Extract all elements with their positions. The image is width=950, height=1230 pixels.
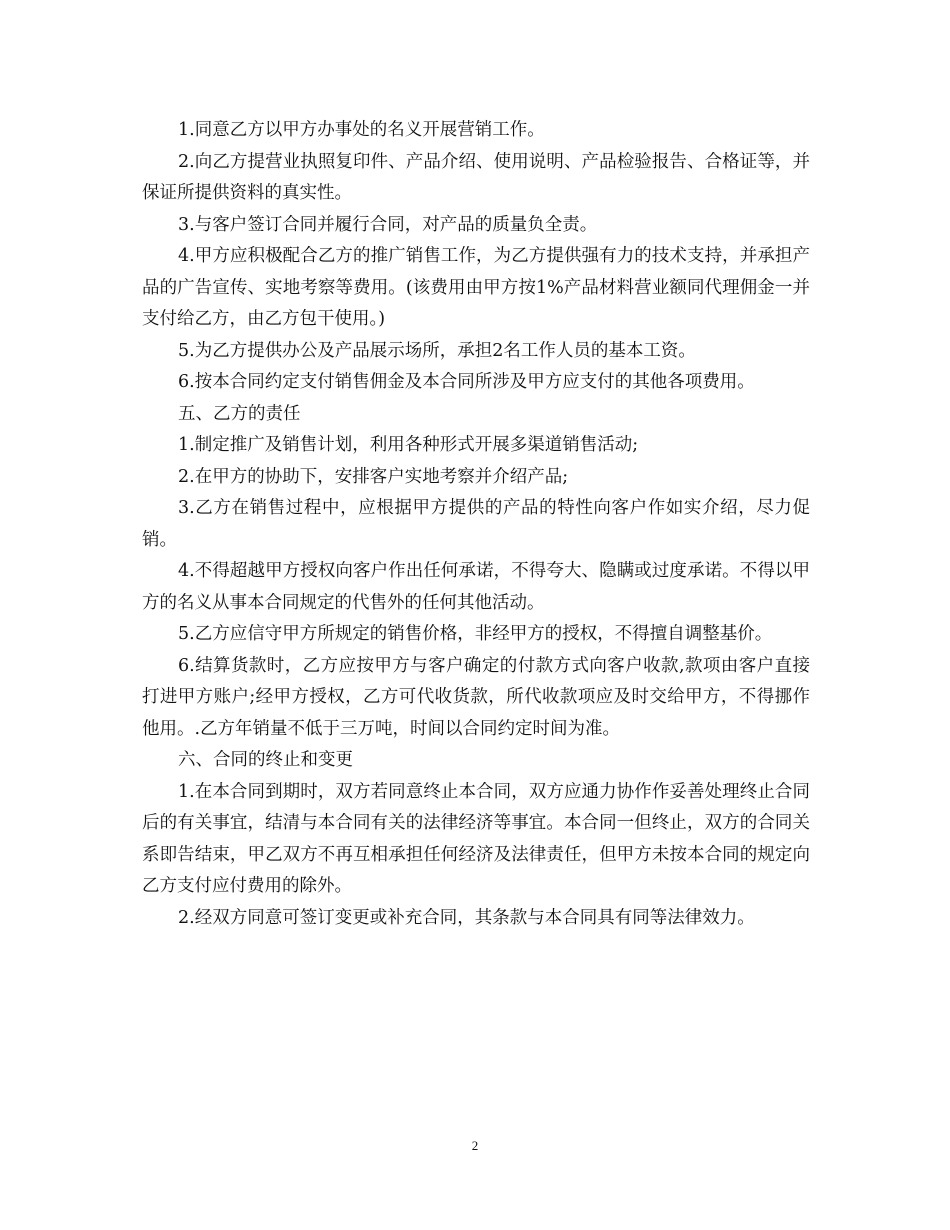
section-heading-6: 六、合同的终止和变更	[178, 750, 353, 770]
clause-b4: 4.不得超越甲方授权向客户作出任何承诺，不得夸大、隐瞒或过度承诺。不得以甲方的名义从事本合同规定的代售外的任何其他活动。	[142, 561, 810, 613]
clause-b2: 2.在甲方的协助下，安排客户实地考察并介绍产品;	[178, 466, 569, 487]
clause-b5: 5.乙方应信守甲方所规定的销售价格，非经甲方的授权，不得擅自调整基价。	[178, 624, 773, 644]
clause-a5: 5.为乙方提供办公及产品展示场所，承担2名工作人员的基本工资。	[178, 340, 696, 361]
section-heading-5: 五、乙方的责任	[178, 403, 301, 424]
clause-a2: 2.向乙方提营业执照复印件、产品介绍、使用说明、产品检验报告、合格证等，并保证所提供资料的真实性。	[142, 151, 810, 203]
clause-a1: 1.同意乙方以甲方办事处的名义开展营销工作。	[178, 120, 545, 140]
clause-b6: 6.结算货款时，乙方应按甲方与客户确定的付款方式向客户收款,款项由客户直接打进甲方账户;经甲方授权，乙方可代收货款，所代收款项应及时交给甲方，不得挪作他用。.乙方年销量不低于三万吨，时间以合同约定时间为准。	[142, 655, 810, 739]
clause-c2: 2.经双方同意可签订变更或补充合同，其条款与本合同具有同等法律效力。	[178, 907, 755, 928]
clause-c1: 1.在本合同到期时，双方若同意终止本合同，双方应通力协作作妥善处理终止合同后的有关事宜，结清与本合同有关的法律经济等事宜。本合同一但终止，双方的合同关系即告结束，甲乙双方不再互相承担任何经济及法律责任，但甲方未按本合同的规定向乙方支付应付费用的除外。	[142, 781, 810, 896]
clause-a3: 3.与客户签订合同并履行合同，对产品的质量负全责。	[178, 214, 598, 235]
clause-a6: 6.按本合同约定支付销售佣金及本合同所涉及甲方应支付的其他各项费用。	[178, 372, 755, 392]
clause-b3: 3.乙方在销售过程中，应根据甲方提供的产品的特性向客户作如实介绍，尽力促销。	[142, 498, 810, 550]
clause-a4: 4.甲方应积极配合乙方的推广销售工作，为乙方提供强有力的技术支持，并承担产品的广告宣传、实地考察等费用。(该费用由甲方按1%产品材料营业额同代理佣金一并支付给乙方，由乙方包干使用。)	[142, 246, 810, 329]
clause-b1: 1.制定推广及销售计划，利用各种形式开展多渠道销售活动;	[178, 435, 639, 455]
page-number: 2	[471, 1138, 479, 1153]
document-body	[142, 115, 810, 934]
